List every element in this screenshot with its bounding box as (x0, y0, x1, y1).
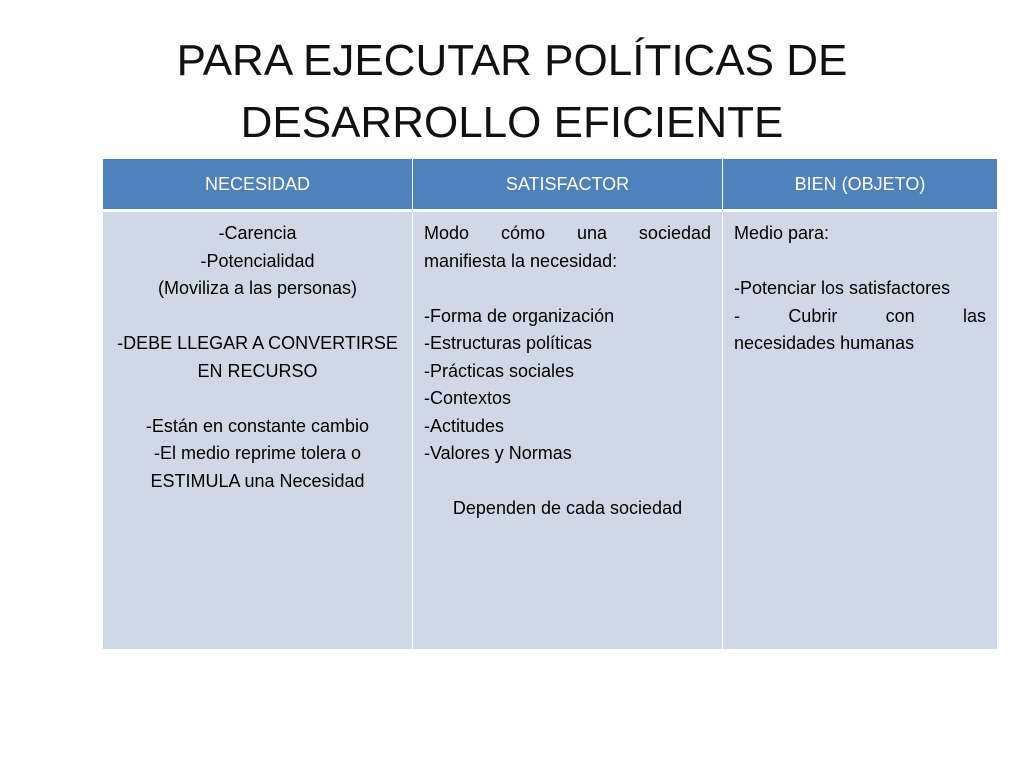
column-header-necesidad: NECESIDAD (103, 159, 413, 211)
satisfactor-line (424, 275, 711, 303)
table-row (103, 211, 998, 650)
cell-necesidad (103, 211, 413, 650)
content-table (102, 158, 998, 650)
bien-line: Medio para: (734, 223, 830, 243)
content-table-container (102, 158, 997, 650)
necesidad-line: ESTIMULA una Necesidad (150, 470, 365, 491)
necesidad-line (114, 303, 401, 331)
cell-bien (723, 211, 998, 650)
slide-title-line-1: PARA EJECUTAR POLÍTICAS DE (176, 36, 848, 85)
bien-line: necesidades humanas (734, 333, 915, 353)
necesidad-line: (Moviliza a las personas) (157, 278, 358, 298)
cell-satisfactor (413, 211, 723, 650)
satisfactor-line: -Actitudes (424, 415, 505, 436)
necesidad-line: -Están en constante cambio (145, 415, 370, 436)
necesidad-line: -DEBE LLEGAR A CONVERTIRSE (117, 333, 398, 353)
column-header-bien: BIEN (OBJETO) (723, 159, 998, 211)
slide-title-line-2: DESARROLLO EFICIENTE (240, 98, 784, 147)
satisfactor-line (424, 468, 711, 496)
satisfactor-line: Modo cómo una sociedad (424, 223, 711, 243)
satisfactor-line: -Forma de organización (424, 305, 615, 326)
satisfactor-line: Dependen de cada sociedad (452, 498, 683, 518)
table-header-row (103, 159, 998, 211)
necesidad-line: EN RECURSO (197, 360, 318, 381)
column-header-satisfactor: SATISFACTOR (413, 159, 723, 211)
necesidad-line: -Carencia (218, 223, 297, 243)
necesidad-line (114, 385, 401, 413)
bien-line: -Potenciar los satisfactores (734, 278, 951, 298)
satisfactor-line: -Contextos (424, 388, 512, 408)
satisfactor-line: manifiesta la necesidad: (424, 250, 618, 271)
slide-title (0, 30, 1024, 154)
satisfactor-line: -Estructuras políticas (424, 333, 593, 353)
necesidad-line: -El medio reprime tolera o (153, 443, 362, 463)
bien-line (734, 248, 986, 276)
satisfactor-line: -Prácticas sociales (424, 360, 575, 381)
bien-line: - Cubrir con las (734, 305, 986, 326)
necesidad-line: -Potencialidad (200, 250, 315, 271)
satisfactor-line: -Valores y Normas (424, 443, 572, 463)
